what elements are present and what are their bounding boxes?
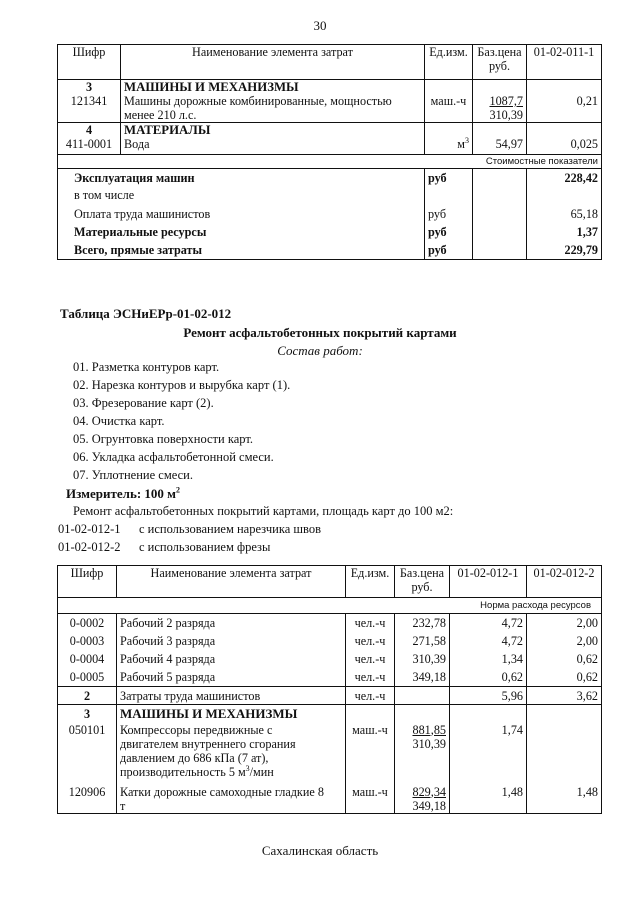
- summary-unit: руб: [425, 168, 473, 188]
- cost-caption-row: [58, 154, 602, 168]
- table1-header: [58, 45, 602, 80]
- header-name: Наименование элемента затрат: [117, 566, 346, 598]
- resource-price: 54,97: [473, 137, 527, 154]
- section-heading: Ремонт асфальтобетонных покрытий картами: [183, 325, 457, 340]
- header-price-line1: Баз.цена: [399, 566, 445, 580]
- work-step: 02. Нарезка контуров и вырубка карт (1).: [73, 378, 291, 392]
- resource-name-line4-tail: /мин: [249, 764, 274, 779]
- header-unit: Ед.изм.: [425, 45, 473, 80]
- resource-price: 232,78: [395, 614, 450, 632]
- resource-unit: маш.-ч: [425, 94, 473, 123]
- section-title: МАШИНЫ И МЕХАНИЗМЫ: [117, 705, 346, 723]
- table-row: [58, 632, 602, 650]
- resource-value-2: 0,62: [527, 668, 602, 687]
- work-step: 03. Фрезерование карт (2).: [73, 396, 214, 410]
- section-number: 3: [58, 80, 121, 95]
- resource-name: Рабочий 4 разряда: [117, 650, 346, 668]
- section-title: МАШИНЫ И МЕХАНИЗМЫ: [121, 80, 425, 95]
- summary-row: [58, 223, 602, 241]
- resource-name: Рабочий 2 разряда: [117, 614, 346, 632]
- section-subheading: Состав работ:: [277, 343, 363, 358]
- header-price-line2: руб.: [488, 59, 511, 73]
- resource-name: [117, 723, 346, 783]
- summary-value: 228,42: [527, 168, 602, 188]
- resource-value-1: 1,34: [450, 650, 527, 668]
- section-row: [58, 123, 602, 138]
- resource-name-line3: давлением до 686 кПа (7 ат),: [120, 750, 269, 765]
- resource-name: Рабочий 3 разряда: [117, 632, 346, 650]
- resource-code: 0-0005: [58, 668, 117, 687]
- work-step: 01. Разметка контуров карт.: [73, 360, 220, 374]
- summary-unit: руб: [425, 223, 473, 241]
- section-number: 3: [58, 705, 117, 723]
- summary-label: Всего, прямые затраты: [58, 241, 425, 259]
- resource-unit: чел.-ч: [346, 650, 395, 668]
- norm-caption-row: [58, 598, 602, 614]
- table-title: Таблица ЭСНиЕРр-01-02-012: [60, 306, 232, 321]
- section-title: МАТЕРИАЛЫ: [121, 123, 425, 138]
- meter-label: [66, 486, 180, 502]
- resource-value-2: [527, 723, 602, 783]
- resource-price: [395, 783, 450, 814]
- resource-unit: чел.-ч: [346, 668, 395, 687]
- resource-name-line1: Катки дорожные самоходные гладкие 8: [120, 784, 324, 799]
- resource-value-1: 1,74: [450, 723, 527, 783]
- table-row: [58, 783, 602, 814]
- summary-value: 65,18: [527, 204, 602, 223]
- section-row: [58, 80, 602, 95]
- summary-unit: [425, 188, 473, 204]
- resource-unit: [425, 137, 473, 154]
- header-code: Шифр: [58, 45, 121, 80]
- resource-value-2: 2,00: [527, 614, 602, 632]
- variant-text: с использованием фрезы: [139, 540, 271, 554]
- resource-name-line1: Машины дорожные комбинированные, мощностью: [124, 94, 392, 108]
- resource-code: 2: [58, 687, 117, 705]
- resource-name-line2: менее 210 л.с.: [124, 108, 197, 122]
- price-wage: 349,18: [412, 798, 446, 813]
- resource-price: 349,18: [395, 668, 450, 687]
- page-footer: Сахалинская область: [261, 843, 379, 858]
- section-number: 4: [58, 123, 121, 138]
- work-step: 04. Очистка карт.: [73, 414, 165, 428]
- work-step: 07. Уплотнение смеси.: [73, 468, 193, 482]
- header-price-line2: руб.: [411, 580, 433, 594]
- resource-value-1: 4,72: [450, 632, 527, 650]
- resource-price: [395, 723, 450, 783]
- summary-row: [58, 188, 602, 204]
- unit-exponent: 3: [465, 137, 469, 145]
- summary-value: 1,37: [527, 223, 602, 241]
- resource-unit: чел.-ч: [346, 632, 395, 650]
- table-row: [58, 687, 602, 705]
- summary-value: [527, 188, 602, 204]
- resource-table-01-02-012: [57, 565, 602, 814]
- resource-value-1: 0,62: [450, 668, 527, 687]
- resource-name: [121, 94, 425, 123]
- resource-price: [473, 94, 527, 123]
- header-rate-col: 01-02-011-1: [527, 45, 602, 80]
- work-step: 06. Укладка асфальтобетонной смеси.: [73, 450, 274, 464]
- header-rate-col-1: 01-02-012-1: [450, 566, 527, 598]
- resource-name-line2: т: [120, 798, 126, 813]
- table-row: [58, 668, 602, 687]
- resource-name: Вода: [121, 137, 425, 154]
- norm-caption: Норма расхода ресурсов: [58, 598, 602, 614]
- resource-unit: чел.-ч: [346, 614, 395, 632]
- meter-exponent: 2: [176, 485, 181, 495]
- resource-code: 0-0002: [58, 614, 117, 632]
- resource-code: 121341: [58, 94, 121, 123]
- table-row: [58, 94, 602, 123]
- unit-base: м: [457, 137, 465, 151]
- table-row: [58, 723, 602, 783]
- resource-name: [117, 783, 346, 814]
- resource-code: 411-0001: [58, 137, 121, 154]
- resource-value-1: 1,48: [450, 783, 527, 814]
- resource-code: 0-0003: [58, 632, 117, 650]
- resource-price: 310,39: [395, 650, 450, 668]
- header-price-line1: Баз.цена: [477, 45, 522, 59]
- table-row: [58, 614, 602, 632]
- variant-text: с использованием нарезчика швов: [139, 522, 321, 536]
- resource-table-01-02-011: [57, 44, 602, 260]
- meter-text: Измеритель: 100 м: [66, 486, 177, 501]
- summary-value: 229,79: [527, 241, 602, 259]
- price-wage: 310,39: [412, 736, 446, 751]
- summary-row: [58, 168, 602, 188]
- summary-row: [58, 204, 602, 223]
- table-row: [58, 137, 602, 154]
- price-total: 829,34: [412, 784, 446, 799]
- work-step: 05. Огрунтовка поверхности карт.: [73, 432, 253, 446]
- summary-unit: руб: [425, 241, 473, 259]
- header-name: Наименование элемента затрат: [121, 45, 425, 80]
- resource-value: 0,025: [527, 137, 602, 154]
- price-wage: 310,39: [489, 108, 523, 122]
- section-description: Ремонт асфальтобетонных покрытий картами, площадь карт до 100 м2:: [73, 504, 454, 518]
- summary-row: [58, 241, 602, 259]
- header-rate-col-2: 01-02-012-2: [527, 566, 602, 598]
- resource-name: Рабочий 5 разряда: [117, 668, 346, 687]
- resource-code: 050101: [58, 723, 117, 783]
- header-code: Шифр: [58, 566, 117, 598]
- resource-value-2: 3,62: [527, 687, 602, 705]
- price-total: 1087,7: [489, 94, 523, 108]
- resource-value: 0,21: [527, 94, 602, 123]
- resource-unit: маш.-ч: [346, 723, 395, 783]
- resource-name-line2: двигателем внутреннего сгорания: [120, 736, 296, 751]
- variant-code: 01-02-012-2: [58, 540, 121, 554]
- summary-label: Эксплуатация машин: [58, 168, 425, 188]
- resource-price: 271,58: [395, 632, 450, 650]
- resource-name-line4: производительность 5 м: [120, 764, 246, 779]
- resource-name-line1: Компрессоры передвижные с: [120, 722, 273, 737]
- table2-header: [58, 566, 602, 598]
- resource-code: 120906: [58, 783, 117, 814]
- header-price: [395, 566, 450, 598]
- section-row: [58, 705, 602, 723]
- unit-exponent: 3: [245, 763, 250, 773]
- summary-unit: руб: [425, 204, 473, 223]
- resource-value-2: 0,62: [527, 650, 602, 668]
- page-number: 30: [313, 18, 327, 33]
- price-total: 881,85: [412, 722, 446, 737]
- header-price: [473, 45, 527, 80]
- resource-value-2: 2,00: [527, 632, 602, 650]
- summary-label: Оплата труда машинистов: [58, 204, 425, 223]
- cost-caption: Стоимостные показатели: [58, 154, 602, 168]
- table-row: [58, 650, 602, 668]
- resource-value-2: 1,48: [527, 783, 602, 814]
- resource-value-1: 4,72: [450, 614, 527, 632]
- header-unit: Ед.изм.: [346, 566, 395, 598]
- resource-value-1: 5,96: [450, 687, 527, 705]
- summary-label: в том числе: [58, 188, 425, 204]
- resource-unit: маш.-ч: [346, 783, 395, 814]
- summary-label: Материальные ресурсы: [58, 223, 425, 241]
- resource-unit: чел.-ч: [346, 687, 395, 705]
- resource-code: 0-0004: [58, 650, 117, 668]
- resource-name: Затраты труда машинистов: [117, 687, 346, 705]
- variant-code: 01-02-012-1: [58, 522, 121, 536]
